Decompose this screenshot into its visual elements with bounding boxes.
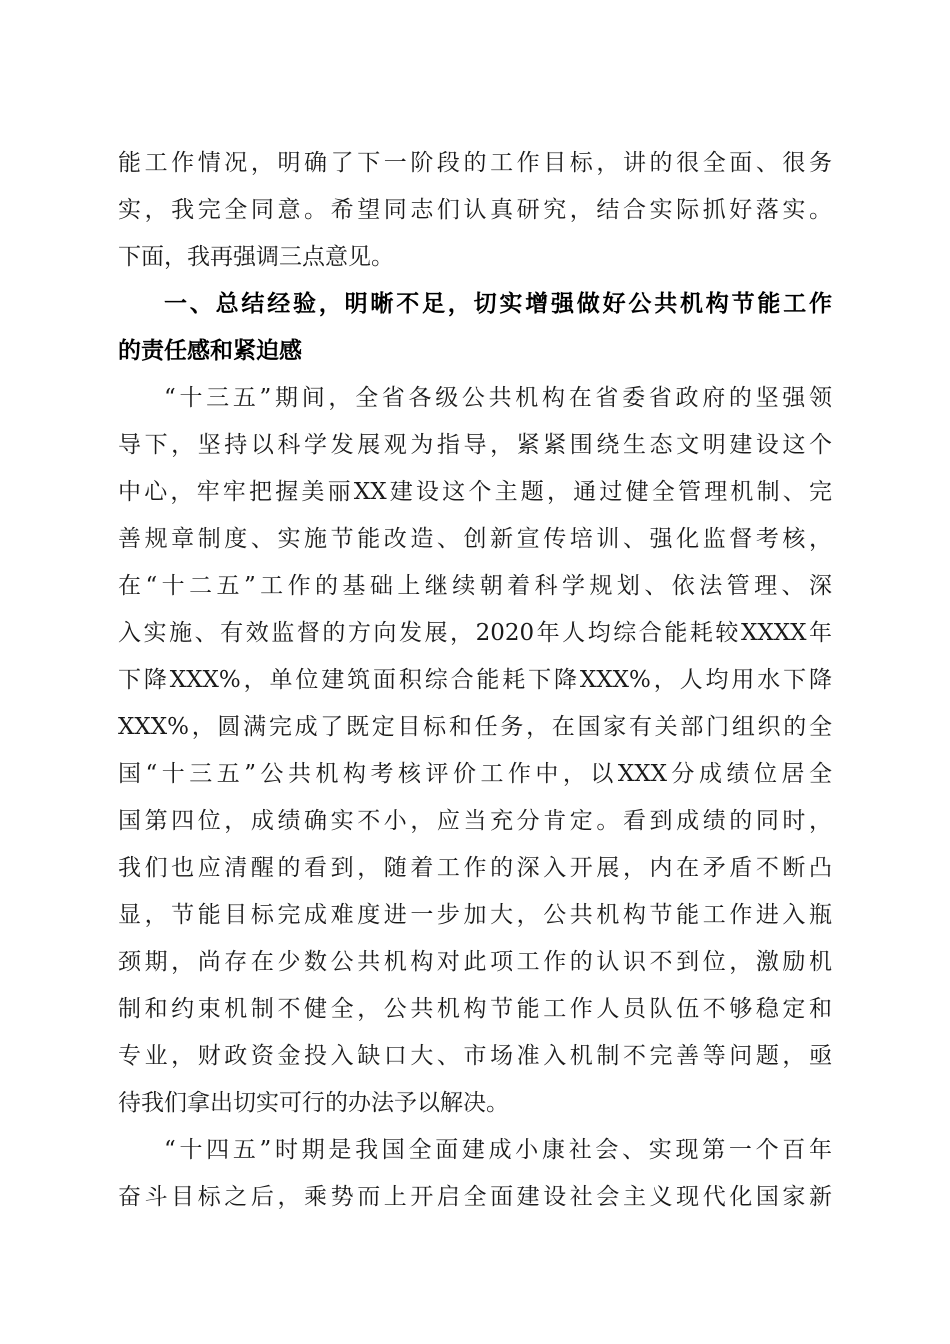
- text-line: XXX%，圆满完成了既定目标和任务，在国家有关部门组织的全: [118, 714, 832, 740]
- text-line: 能工作情况，明确了下一阶段的工作目标，讲的很全面、很务: [118, 150, 832, 176]
- intro-paragraph: [118, 140, 832, 281]
- text-line: 奋斗目标之后，乘势而上开启全面建设社会主义现代化国家新: [118, 1184, 832, 1210]
- text-line: 在“十二五”工作的基础上继续朝着科学规划、依法管理、深: [118, 573, 832, 599]
- text-line: “十三五”期间，全省各级公共机构在省委省政府的坚强领: [164, 385, 832, 411]
- text-line: 下降XXX%，单位建筑面积综合能耗下降XXX%，人均用水下降: [118, 667, 832, 693]
- paragraph-1: [118, 375, 832, 1127]
- document-body: [118, 140, 832, 1221]
- text-line: 显，节能目标完成难度进一步加大，公共机构节能工作进入瓶: [118, 902, 832, 928]
- text-line: 我们也应清醒的看到，随着工作的深入开展，内在矛盾不断凸: [118, 855, 832, 881]
- text-line: 国第四位，成绩确实不小，应当充分肯定。看到成绩的同时，: [118, 808, 832, 834]
- text-line: 入实施、有效监督的方向发展，2020年人均综合能耗较XXXX年: [118, 620, 832, 646]
- text-line: “十四五”时期是我国全面建成小康社会、实现第一个百年: [164, 1137, 832, 1163]
- text-line: 制和约束机制不健全，公共机构节能工作人员队伍不够稳定和: [118, 996, 832, 1022]
- text-line: 颈期，尚存在少数公共机构对此项工作的认识不到位，激励机: [118, 949, 832, 975]
- text-line: 专业，财政资金投入缺口大、市场准入机制不完善等问题，亟: [118, 1043, 832, 1069]
- section-heading: [118, 281, 832, 375]
- text-line: 中心，牢牢把握美丽XX建设这个主题，通过健全管理机制、完: [118, 479, 832, 505]
- heading-line: 的责任感和紧迫感: [118, 338, 302, 364]
- text-line: 国“十三五”公共机构考核评价工作中，以XXX分成绩位居全: [118, 761, 832, 787]
- text-line: 待我们拿出切实可行的办法予以解决。: [118, 1090, 509, 1116]
- text-line: 下面，我再强调三点意见。: [118, 244, 394, 270]
- text-line: 导下，坚持以科学发展观为指导，紧紧围绕生态文明建设这个: [118, 432, 832, 458]
- paragraph-2: [118, 1127, 832, 1221]
- heading-line: 一、总结经验，明晰不足，切实增强做好公共机构节能工作: [164, 291, 832, 317]
- text-line: 实，我完全同意。希望同志们认真研究，结合实际抓好落实。: [118, 197, 832, 223]
- text-line: 善规章制度、实施节能改造、创新宣传培训、强化监督考核，: [118, 526, 832, 552]
